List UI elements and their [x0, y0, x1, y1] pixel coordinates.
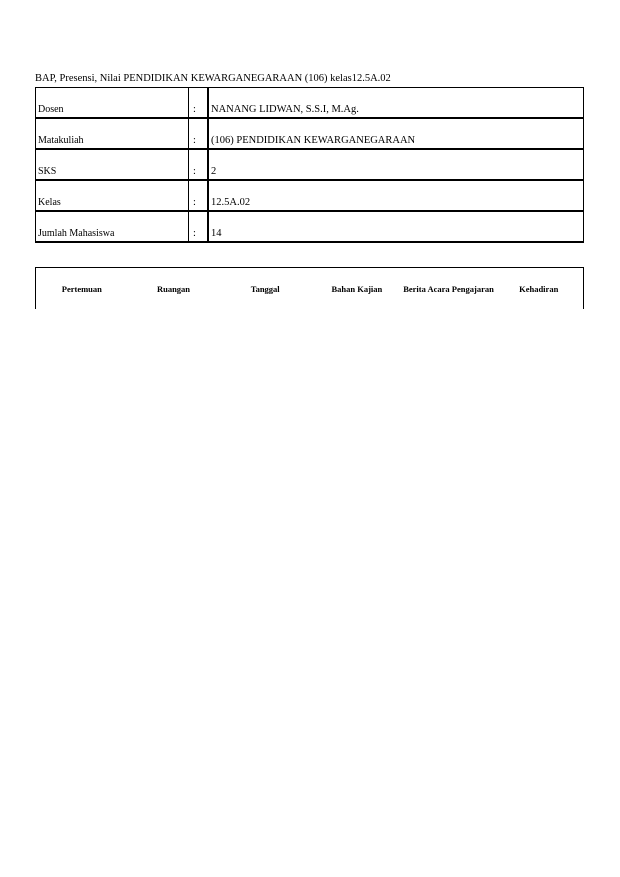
info-value: 2 — [208, 149, 584, 180]
info-value: 12.5A.02 — [208, 180, 584, 211]
info-label: SKS — [36, 149, 189, 180]
info-row-matakuliah — [36, 118, 584, 149]
header-berita-acara: Berita Acara Pengajaran — [403, 283, 494, 294]
header-tanggal: Tanggal — [250, 283, 280, 294]
info-value: (106) PENDIDIKAN KEWARGANEGARAAN — [208, 118, 584, 149]
course-info-table — [35, 87, 584, 243]
info-separator: : — [189, 88, 209, 119]
header-bahan-kajian: Bahan Kajian — [331, 283, 383, 294]
info-row-jumlah-mahasiswa — [36, 211, 584, 242]
info-separator: : — [189, 180, 209, 211]
info-value: 14 — [208, 211, 584, 242]
header-pertemuan: Pertemuan — [61, 283, 102, 294]
document-title: BAP, Presensi, Nilai PENDIDIKAN KEWARGANEGARAAN (106) kelas12.5A.02 — [35, 73, 391, 84]
info-separator: : — [189, 118, 209, 149]
header-ruangan: Ruangan — [156, 283, 191, 294]
info-row-sks — [36, 149, 584, 180]
info-label: Jumlah Mahasiswa — [36, 211, 189, 242]
attendance-table-header — [35, 267, 584, 309]
info-label: Matakuliah — [36, 118, 189, 149]
info-label: Kelas — [36, 180, 189, 211]
info-separator: : — [189, 211, 209, 242]
info-row-dosen — [36, 88, 584, 119]
info-label: Dosen — [36, 88, 189, 119]
info-row-kelas — [36, 180, 584, 211]
info-value: NANANG LIDWAN, S.S.I, M.Ag. — [208, 88, 584, 119]
info-separator: : — [189, 149, 209, 180]
header-kehadiran: Kehadiran — [519, 283, 559, 294]
